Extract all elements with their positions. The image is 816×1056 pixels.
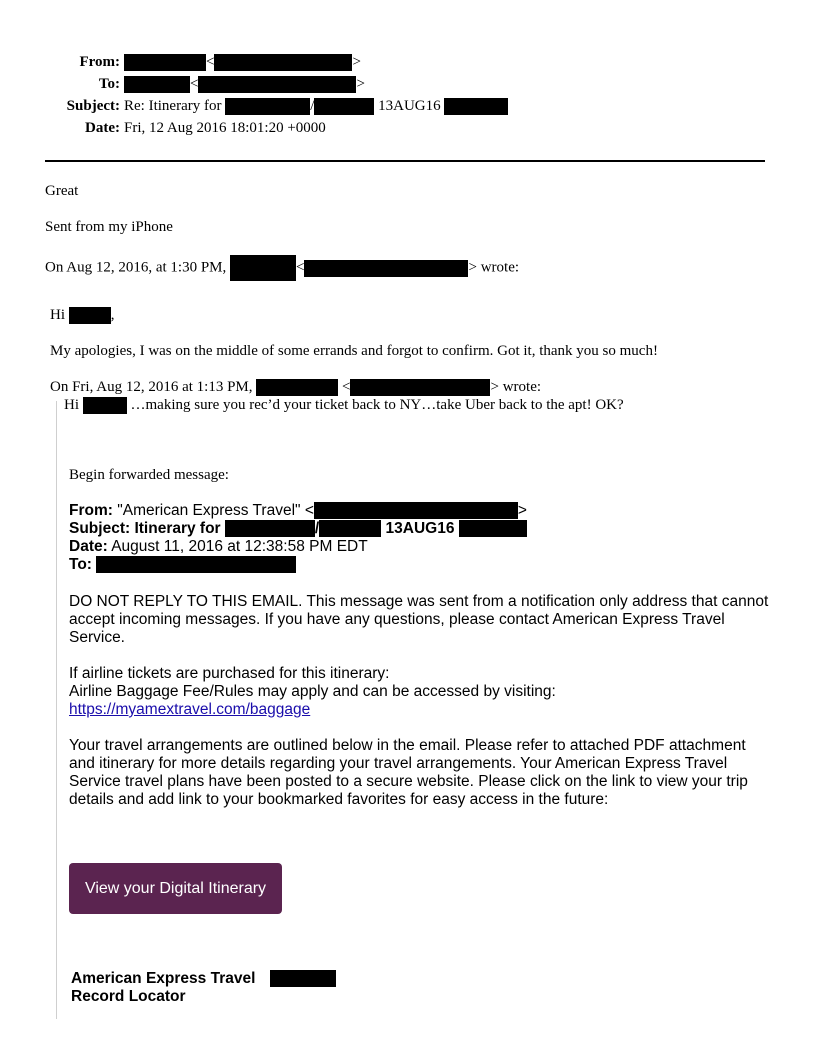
fwd-subject-date: 13AUG16 [385,520,455,537]
fwd-from-gt: > [517,502,527,519]
airline-paragraph [69,665,769,719]
fwd-from [69,502,527,520]
quoted-intro [50,379,541,396]
redaction-block [214,54,352,71]
redaction-block [314,98,374,115]
fwd-subject-label: Subject: Itinerary for [69,520,221,537]
quoted2-line [64,397,624,414]
quoted-intro-lt: < [342,379,351,395]
fwd-from-value: "American Express Travel" < [117,502,314,519]
redaction-block [314,502,518,519]
reply-signature: Sent from my iPhone [45,219,173,235]
date-label: Date: [85,120,120,136]
fwd-subject-slash: / [314,520,320,537]
airline-line-1: If airline tickets are purchased for this itinerary: [69,665,390,682]
redaction-block [350,379,490,396]
redaction-block [225,520,315,537]
redaction-block [270,970,336,987]
subject-value [124,98,508,115]
quote-intro-lt: < [296,259,305,276]
reply-text: Great [45,183,79,199]
fwd-to-label: To: [69,556,92,573]
record-locator-block [71,970,336,1006]
to-gt: > [356,76,365,92]
to-label: To: [98,76,120,92]
subject-date: 13AUG16 [378,98,441,114]
redaction-block [459,520,527,537]
redaction-block [444,98,508,115]
quote-bar [56,401,57,1019]
redaction-block [319,520,381,537]
fwd-from-label: From: [69,502,113,519]
fwd-date-value: August 11, 2016 at 12:38:58 PM EDT [111,538,368,555]
redaction-block [256,379,338,396]
to-lt: < [190,76,199,92]
forward-label: Begin forwarded message: [69,467,229,483]
from-value [124,54,361,71]
redaction-block [230,255,296,281]
record-line-2: Record Locator [71,988,186,1005]
to-value [124,76,365,93]
redaction-block [96,556,296,573]
redaction-block [124,76,190,93]
fwd-date-label: Date: [69,538,108,555]
fwd-to [69,556,296,574]
from-lt: < [206,54,215,70]
fwd-date [69,538,368,556]
fwd-subject [69,520,527,538]
quote-intro [45,255,519,281]
redaction-block [124,54,206,71]
subject-prefix: Re: Itinerary for [124,98,222,114]
view-digital-itinerary-button[interactable] [69,863,282,914]
baggage-link[interactable]: https://myamextravel.com/baggage [69,701,311,718]
view-digital-itinerary-label: View your Digital Itinerary [84,879,267,897]
subject-label: Subject: [66,98,120,114]
from-gt: > [352,54,361,70]
quoted-intro-suffix: > wrote: [490,379,542,395]
header-divider [45,160,765,162]
notice-paragraph: DO NOT REPLY TO THIS EMAIL. This message was sent from a notification only address that cannot accept incoming messages. If you have any questions, please contact American Express Travel Service. [69,593,769,646]
airline-line-2: Airline Baggage Fee/Rules may apply and can be accessed by visiting: [69,683,556,700]
record-line-1-text: American Express Travel [71,970,256,987]
quoted2-body: …making sure you rec’d your ticket back to NY…take Uber back to the apt! OK? [130,397,624,413]
subject-slash: / [310,98,315,114]
quoted-greeting-comma: , [110,307,115,323]
redaction-block [83,397,127,414]
quoted-greeting-hi: Hi [50,307,65,323]
quote-intro-prefix: On Aug 12, 2016, at 1:30 PM, [45,259,227,276]
redaction-block [225,98,310,115]
redaction-block [198,76,356,93]
quote-intro-suffix: > wrote: [468,259,520,276]
quoted2-greeting: Hi [64,397,79,413]
arrangements-paragraph: Your travel arrangements are outlined below in the email. Please refer to attached PDF attachment and itinerary for more details regarding your travel arrangements. Your American Express Travel Service travel plans have been posted to a secure website. Please click on the link to view your trip details and add link to your bookmarked favorites for easy access in the future: [69,737,748,808]
redaction-block [69,307,111,324]
quoted-intro-prefix: On Fri, Aug 12, 2016 at 1:13 PM, [50,379,253,395]
quoted-body: My apologies, I was on the middle of some errands and forgot to confirm. Got it, thank you so much! [50,343,658,359]
from-label: From: [79,54,120,70]
record-line-1 [71,970,336,988]
quoted-greeting [50,307,115,324]
date-value: Fri, 12 Aug 2016 18:01:20 +0000 [124,120,326,136]
redaction-block [304,260,468,277]
